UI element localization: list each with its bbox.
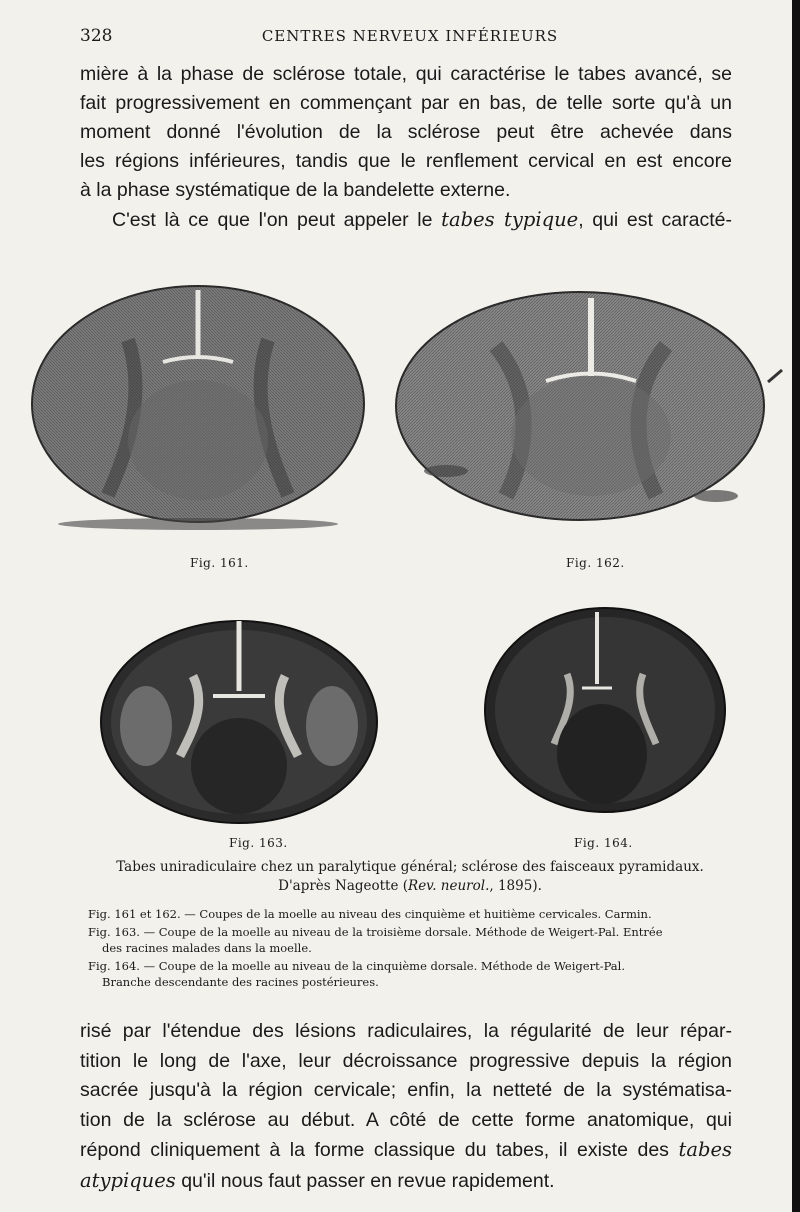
italic-term: atypiques: [80, 1168, 176, 1192]
figure-caption: [80, 858, 740, 896]
text-line: [80, 205, 732, 235]
legend-line: Branche descendante des racines postérieures.: [102, 975, 379, 989]
legend-item: Fig. 161 et 162. — Coupes de la moelle au niveau des cinquième et huitième cervicales. Carmin.: [88, 907, 652, 921]
italic-term: tabes typique: [441, 208, 579, 231]
running-title: CENTRES NERVEUX INFÉRIEURS: [261, 27, 559, 45]
figure-161-section: [28, 280, 368, 530]
text-line: tion de la sclérose au début. A côté de cette forme anatomique, qui: [80, 1108, 732, 1131]
figure-legends: [88, 906, 752, 992]
italic-term: tabes: [678, 1138, 732, 1161]
spinal-cord-section-image: [386, 286, 792, 526]
text-line: risé par l'étendue des lésions radiculaires, la régularité de leur répar-: [80, 1020, 732, 1042]
text-run: , qui est caracté-: [578, 209, 732, 231]
scan-edge: [792, 0, 800, 1212]
text-line: [80, 1166, 732, 1197]
spinal-cord-section-image: [482, 604, 728, 818]
text-run: répond cliniquement à la forme classique du tabes, il existe des: [80, 1139, 679, 1161]
text-run: , 1895).: [489, 878, 542, 894]
legend-item: [88, 958, 752, 990]
figure-162-section: [386, 286, 792, 526]
legend-line: des racines malades dans la moelle.: [102, 941, 312, 955]
legend-line: Fig. 164. — Coupe de la moelle au niveau de la cinquième dorsale. Méthode de Weigert-Pal.: [88, 959, 626, 973]
page-number: 328: [80, 26, 113, 46]
legend-line: Fig. 163. — Coupe de la moelle au niveau de la troisième dorsale. Méthode de Weigert-Pal. Entrée: [88, 925, 663, 939]
text-line: tition le long de l'axe, leur décroissance progressive depuis la région: [80, 1049, 732, 1072]
text-run: qu'il nous faut passer en revue rapidement.: [175, 1169, 555, 1192]
figure-label: Fig. 162.: [566, 556, 625, 570]
figure-label: Fig. 161.: [190, 556, 249, 570]
text-line: les régions inférieures, tandis que le renflement cervical en est encore: [80, 150, 732, 172]
spinal-cord-section-image: [28, 280, 368, 530]
text-line: à la phase systématique de la bandelette externe.: [80, 179, 511, 201]
body-text-bottom: [80, 1017, 732, 1196]
figure-label: Fig. 163.: [229, 836, 288, 850]
figure-163-section: [98, 616, 380, 826]
text-run: D'après Nageotte (: [278, 878, 409, 894]
text-line: mière à la phase de sclérose totale, qui caractérise le tabes avancé, se: [80, 63, 732, 85]
italic-term: Rev. neurol.: [408, 878, 490, 894]
figure-164-section: [482, 604, 728, 818]
body-text-top: [80, 60, 732, 235]
caption-line: Tabes uniradiculaire chez un paralytique général; sclérose des faisceaux pyramidaux.: [116, 859, 704, 875]
text-line: sacrée jusqu'à la région cervicale; enfin, la netteté de la systématisa-: [80, 1079, 732, 1101]
legend-item: [88, 924, 752, 956]
running-head: [80, 26, 740, 48]
text-line: fait progressivement en commençant par en bas, de telle sorte qu'à un: [80, 92, 732, 114]
figure-label: Fig. 164.: [574, 836, 633, 850]
text-run: C'est là ce que l'on peut appeler le: [112, 209, 442, 231]
text-line: moment donné l'évolution de la sclérose peut être achevée dans: [80, 121, 732, 143]
spinal-cord-section-image: [98, 616, 380, 826]
text-line: [80, 1135, 732, 1166]
caption-line: [80, 877, 740, 896]
